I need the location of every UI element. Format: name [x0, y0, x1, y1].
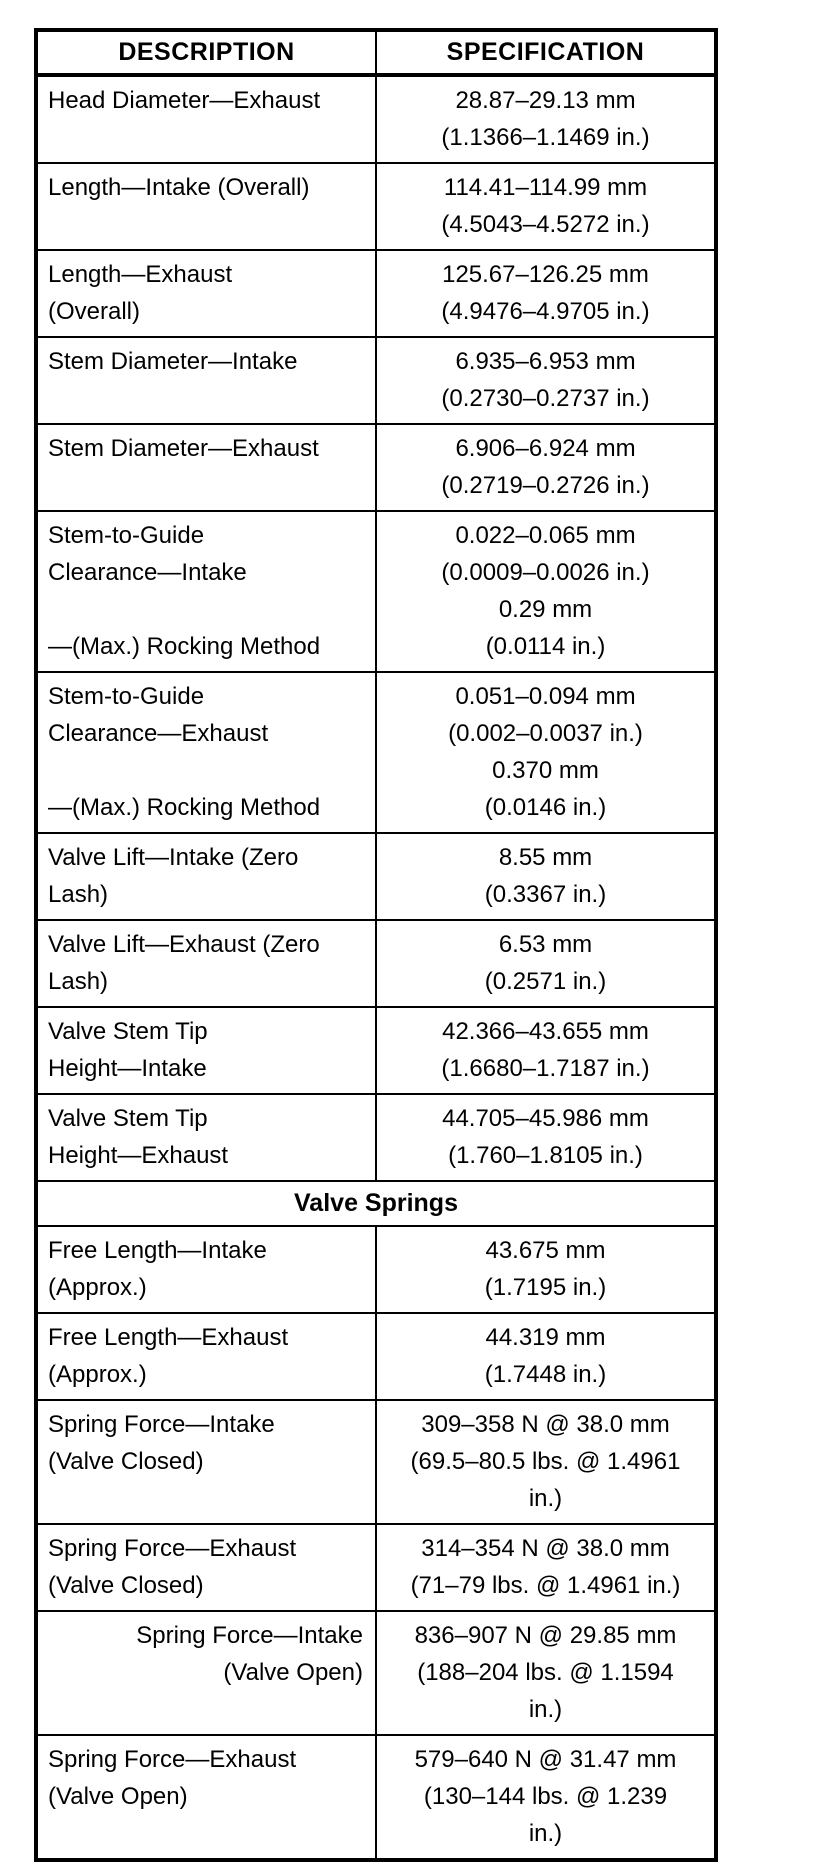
desc-line: Stem-to-Guide	[48, 522, 205, 549]
desc-line: Lash)	[48, 881, 109, 908]
table-row	[36, 1226, 716, 1313]
description-cell	[36, 920, 376, 1007]
description-cell	[36, 250, 376, 337]
specification-cell	[376, 337, 716, 424]
desc-line: (Valve Open)	[48, 1783, 188, 1810]
spec-line: (130–144 lbs. @ 1.239	[423, 1783, 668, 1810]
spec-line: 314–354 N @ 38.0 mm	[421, 1535, 670, 1562]
spec-line: (69.5–80.5 lbs. @ 1.4961	[410, 1448, 681, 1475]
desc-line: Free Length—Exhaust	[48, 1324, 289, 1351]
desc-line: Valve Lift—Intake (Zero	[48, 844, 299, 871]
specification-column-header: SPECIFICATION	[376, 30, 716, 75]
specification-cell	[376, 1094, 716, 1181]
desc-line: Clearance—Intake	[48, 559, 247, 586]
desc-line: Spring Force—Exhaust	[48, 1535, 297, 1562]
header-row	[36, 30, 716, 75]
spec-line: 114.41–114.99 mm	[443, 174, 648, 201]
description-cell	[36, 1094, 376, 1181]
table-row	[36, 833, 716, 920]
specification-cell	[376, 75, 716, 163]
spec-line: (0.2719–0.2726 in.)	[441, 472, 650, 499]
desc-line: Lash)	[48, 968, 109, 995]
spec-line: (0.0009–0.0026 in.)	[441, 559, 650, 586]
spec-line: (0.2730–0.2737 in.)	[441, 385, 650, 412]
specification-cell	[376, 920, 716, 1007]
description-cell	[36, 1400, 376, 1524]
specification-cell	[376, 1400, 716, 1524]
table-row	[36, 1094, 716, 1181]
desc-line: Head Diameter—Exhaust	[48, 87, 321, 114]
spec-line: 44.705–45.986 mm	[442, 1105, 649, 1132]
spec-line: (188–204 lbs. @ 1.1594	[417, 1659, 674, 1686]
spec-line: 8.55 mm	[498, 844, 593, 871]
specification-cell	[376, 1313, 716, 1400]
spec-line: 43.675 mm	[485, 1237, 606, 1264]
spec-line: 28.87–29.13 mm	[455, 87, 636, 114]
description-cell	[36, 75, 376, 163]
desc-line: Valve Stem Tip	[48, 1018, 208, 1045]
desc-line: Spring Force—Intake	[136, 1622, 363, 1649]
description-cell	[36, 672, 376, 833]
spec-line: (0.3367 in.)	[484, 881, 607, 908]
desc-line: —(Max.) Rocking Method	[48, 633, 321, 660]
spec-line: 0.051–0.094 mm	[455, 683, 636, 710]
table-row	[36, 75, 716, 163]
spec-line: 42.366–43.655 mm	[442, 1018, 649, 1045]
desc-line: Length—Exhaust	[48, 261, 233, 288]
desc-line: Spring Force—Intake	[48, 1411, 275, 1438]
description-cell	[36, 424, 376, 511]
spec-line: (0.0114 in.)	[485, 633, 606, 660]
desc-line: Valve Lift—Exhaust (Zero	[48, 931, 320, 958]
table-row	[36, 1611, 716, 1735]
specification-cell	[376, 1611, 716, 1735]
spec-line: 6.53 mm	[498, 931, 593, 958]
table-row	[36, 250, 716, 337]
description-cell	[36, 163, 376, 250]
spec-line: (1.7195 in.)	[484, 1274, 607, 1301]
spec-line: (71–79 lbs. @ 1.4961 in.)	[410, 1572, 681, 1599]
table-row	[36, 1400, 716, 1524]
description-cell	[36, 1226, 376, 1313]
spec-line: 309–358 N @ 38.0 mm	[421, 1411, 670, 1438]
spec-line: 6.906–6.924 mm	[455, 435, 636, 462]
section-header-row	[36, 1181, 716, 1226]
specification-cell	[376, 163, 716, 250]
description-cell	[36, 1313, 376, 1400]
desc-line: Height—Exhaust	[48, 1142, 229, 1169]
desc-line: (Valve Open)	[223, 1659, 363, 1686]
spec-line: (1.1366–1.1469 in.)	[441, 124, 650, 151]
desc-line: Spring Force—Exhaust	[48, 1746, 297, 1773]
desc-line: Length—Intake (Overall)	[48, 174, 310, 201]
specification-cell	[376, 833, 716, 920]
spec-line: 44.319 mm	[485, 1324, 606, 1351]
valve-specifications-table	[34, 28, 718, 1862]
table-row	[36, 1313, 716, 1400]
description-cell	[36, 1007, 376, 1094]
specification-cell	[376, 424, 716, 511]
spec-line: 0.370 mm	[492, 757, 599, 784]
spec-table-body	[36, 75, 716, 1860]
desc-line: Stem-to-Guide	[48, 683, 205, 710]
table-row	[36, 672, 716, 833]
specification-cell	[376, 511, 716, 672]
specification-cell	[376, 250, 716, 337]
specification-cell	[376, 672, 716, 833]
spec-line: 0.022–0.065 mm	[455, 522, 636, 549]
table-row	[36, 1007, 716, 1094]
spec-line: 6.935–6.953 mm	[455, 348, 636, 375]
specification-cell	[376, 1735, 716, 1860]
table-row	[36, 337, 716, 424]
table-row	[36, 920, 716, 1007]
desc-line: (Valve Closed)	[48, 1448, 204, 1475]
spec-line: (0.002–0.0037 in.)	[448, 720, 643, 747]
table-row	[36, 1735, 716, 1860]
section-title: Valve Springs	[36, 1181, 716, 1226]
spec-line: (1.7448 in.)	[484, 1361, 607, 1388]
desc-line: (Approx.)	[48, 1274, 147, 1301]
desc-line: (Overall)	[48, 298, 141, 325]
description-column-header: DESCRIPTION	[36, 30, 376, 75]
spec-line: in.)	[528, 1485, 563, 1512]
desc-line: Free Length—Intake	[48, 1237, 267, 1264]
description-cell	[36, 1735, 376, 1860]
spec-line: (0.2571 in.)	[484, 968, 607, 995]
table-row	[36, 511, 716, 672]
desc-line	[48, 591, 367, 628]
desc-line: —(Max.) Rocking Method	[48, 794, 321, 821]
spec-line: 836–907 N @ 29.85 mm	[414, 1622, 677, 1649]
spec-line: (1.6680–1.7187 in.)	[441, 1055, 650, 1082]
table-row	[36, 1524, 716, 1611]
description-cell	[36, 337, 376, 424]
desc-line: Stem Diameter—Exhaust	[48, 435, 319, 462]
desc-line: (Approx.)	[48, 1361, 147, 1388]
description-cell	[36, 1611, 376, 1735]
description-cell	[36, 833, 376, 920]
spec-line: in.)	[528, 1696, 563, 1723]
desc-line: (Valve Closed)	[48, 1572, 204, 1599]
table-row	[36, 424, 716, 511]
specification-cell	[376, 1226, 716, 1313]
spec-line: 125.67–126.25 mm	[442, 261, 649, 288]
desc-line: Valve Stem Tip	[48, 1105, 208, 1132]
spec-line: (4.9476–4.9705 in.)	[441, 298, 650, 325]
specification-cell	[376, 1007, 716, 1094]
desc-line: Clearance—Exhaust	[48, 720, 269, 747]
description-cell	[36, 511, 376, 672]
spec-line: in.)	[528, 1820, 563, 1847]
spec-line: 0.29 mm	[498, 596, 593, 623]
table-row	[36, 163, 716, 250]
description-cell	[36, 1524, 376, 1611]
desc-line	[48, 752, 367, 789]
spec-line: (4.5043–4.5272 in.)	[441, 211, 650, 238]
desc-line: Height—Intake	[48, 1055, 207, 1082]
specification-cell	[376, 1524, 716, 1611]
spec-line: (1.760–1.8105 in.)	[448, 1142, 643, 1169]
spec-line: 579–640 N @ 31.47 mm	[414, 1746, 677, 1773]
spec-line: (0.0146 in.)	[484, 794, 607, 821]
desc-line: Stem Diameter—Intake	[48, 348, 298, 375]
